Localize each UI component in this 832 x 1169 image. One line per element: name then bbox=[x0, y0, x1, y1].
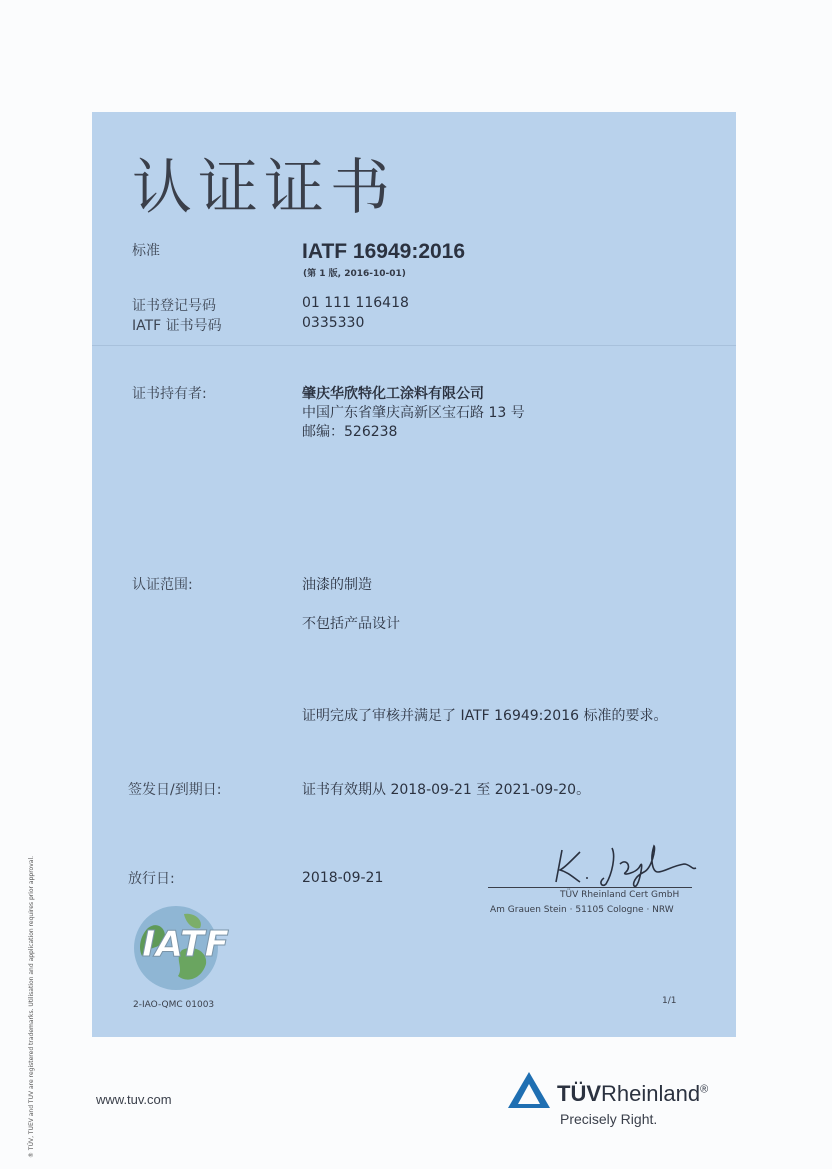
brand-name-rest: Rheinland bbox=[601, 1081, 701, 1106]
validity-value: 证书有效期从 2018-09-21 至 2021-09-20。 bbox=[302, 782, 591, 798]
fold-line bbox=[92, 345, 736, 346]
iatf-number-label: IATF 证书号码 bbox=[132, 318, 222, 334]
signature bbox=[540, 838, 700, 890]
holder-address: 中国广东省肇庆高新区宝石路 13 号 bbox=[302, 405, 525, 421]
standard-value: IATF 16949:2016 bbox=[302, 240, 466, 263]
registration-label: 证书登记号码 bbox=[132, 298, 216, 314]
issue-date-value: 2018-09-21 bbox=[302, 870, 384, 886]
standard-label: 标准 bbox=[132, 243, 160, 259]
iatf-globe-logo bbox=[124, 900, 236, 996]
website-url: www.tuv.com bbox=[96, 1092, 172, 1107]
issuer-address: Am Grauen Stein · 51105 Cologne · NRW bbox=[490, 905, 674, 915]
standard-edition: (第 1 版, 2016-10-01) bbox=[303, 269, 406, 279]
issuer-company: TÜV Rheinland Cert GmbH bbox=[560, 890, 680, 900]
validity-label: 签发日/到期日: bbox=[128, 782, 222, 798]
holder-postcode: 邮编：526238 bbox=[302, 424, 398, 440]
brand-name bbox=[557, 1081, 708, 1107]
signature-line bbox=[488, 887, 692, 888]
scope-label: 认证范围: bbox=[132, 577, 193, 593]
certificate-title: 认证证书 bbox=[132, 153, 396, 223]
scope-exclusion: 不包括产品设计 bbox=[302, 616, 400, 632]
conformity-statement: 证明完成了审核并满足了 IATF 16949:2016 标准的要求。 bbox=[302, 708, 668, 724]
page-number: 1/1 bbox=[662, 996, 677, 1006]
issue-date-label: 放行日: bbox=[128, 871, 175, 887]
brand-tagline: Precisely Right. bbox=[560, 1111, 658, 1127]
iatf-number-value: 0335330 bbox=[302, 315, 365, 331]
holder-label: 证书持有者: bbox=[132, 386, 207, 402]
scope-item: 油漆的制造 bbox=[302, 577, 372, 593]
tuv-triangle-icon bbox=[506, 1070, 552, 1110]
brand-name-bold: TÜV bbox=[557, 1081, 601, 1106]
holder-name: 肇庆华欣特化工涂料有限公司 bbox=[302, 386, 484, 402]
brand-mark: ® bbox=[700, 1083, 709, 1096]
registration-value: 01 111 116418 bbox=[302, 295, 409, 311]
iatf-logo-text: IATF bbox=[142, 924, 229, 965]
trademark-note: ® TÜV, TUEV and TUV are registered trademarks. Utilisation and application requires prior approval. bbox=[28, 855, 35, 1158]
iatf-logo-code: 2-IAO-QMC 01003 bbox=[133, 1000, 215, 1010]
